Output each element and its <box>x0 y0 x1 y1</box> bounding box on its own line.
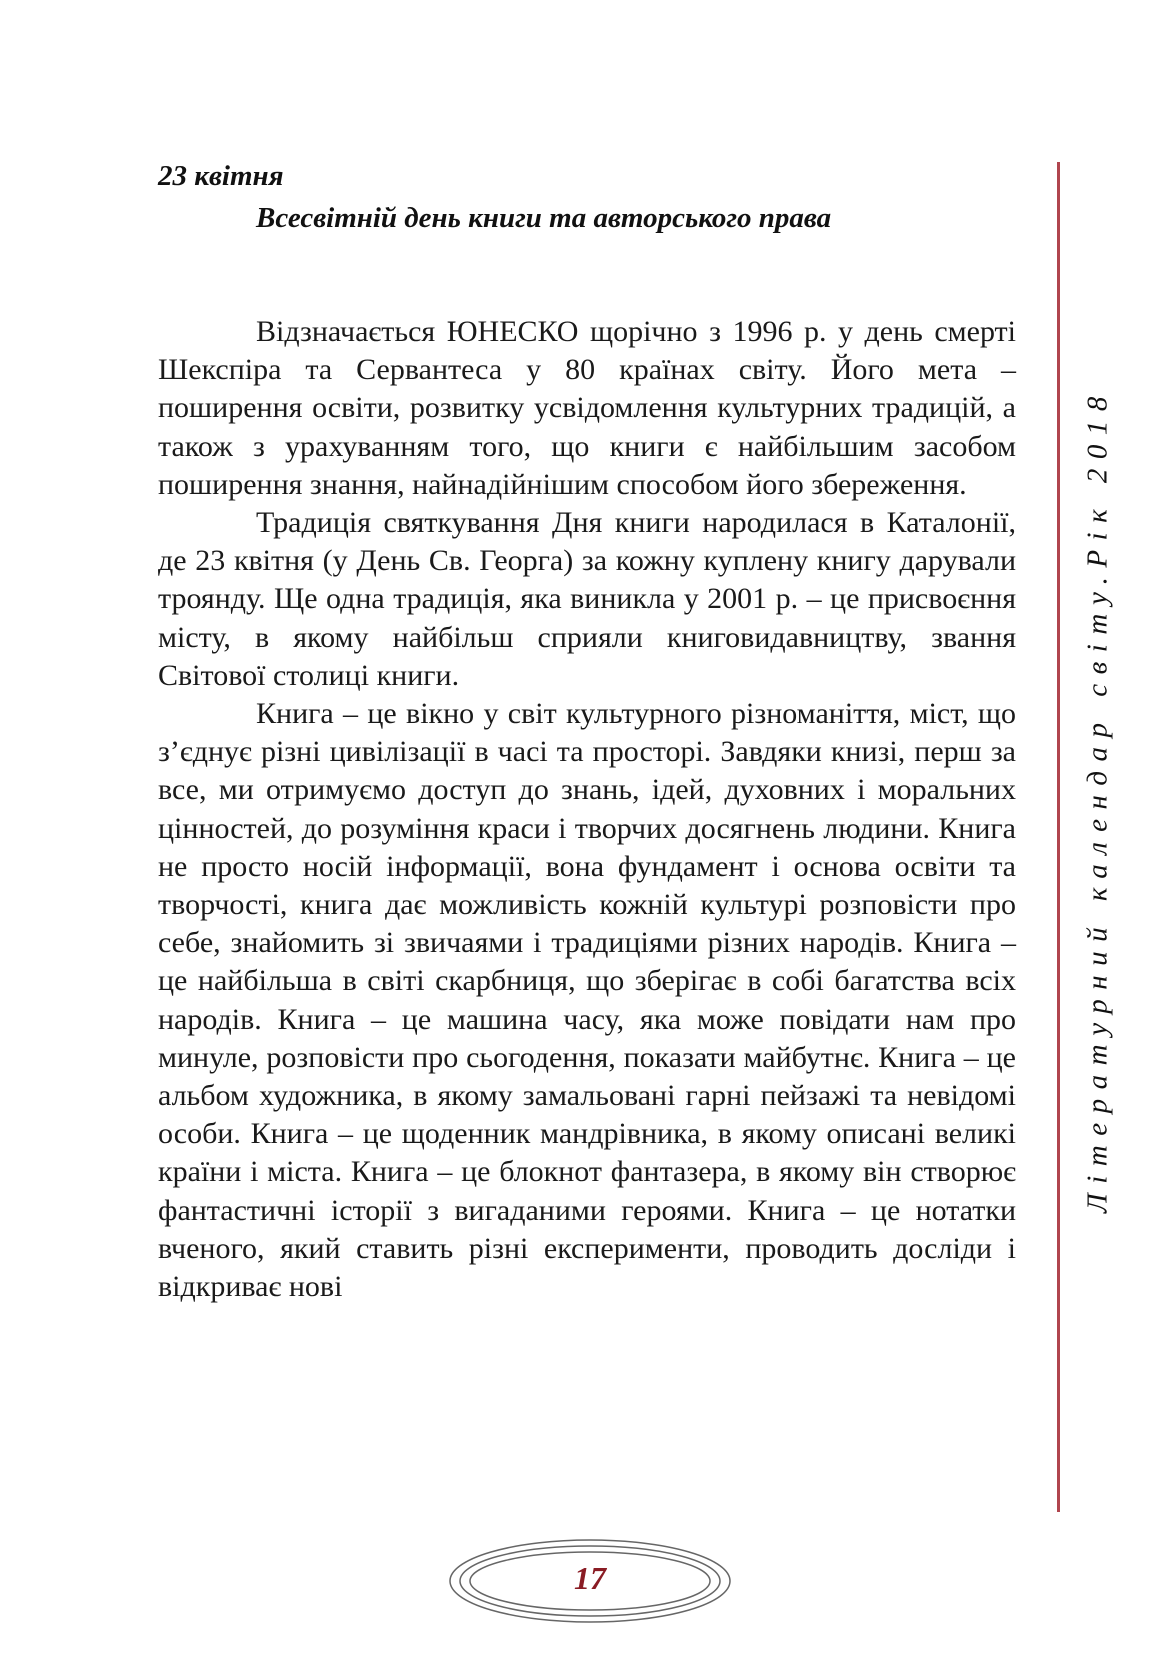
event-title: Всесвітній день книги та авторського права <box>256 202 832 234</box>
page-number: 17 <box>574 1560 606 1596</box>
running-title: Літературний календар світу.Рік 2018 <box>1081 387 1114 1213</box>
paragraph-1: Відзначається ЮНЕСКО щорічно з 1996 р. у день смерті Шекспіра та Сервантеса у 80 країнах світу. Його мета – поширення освіти, розвитку усвідомлення культурних традицій, а також з урахуванням того, що книги є найбільшим засобом поширення знання, найнадійнішим способом його збереження. <box>158 315 1016 501</box>
paragraph-2: Традиція святкування Дня книги народилася в Каталонії, де 23 квітня (у День Св. Георга) за кожну куплену книгу дарували троянду. Ще одна традиція, яка виникла у 2001 р. – це присвоєння місту, в якому найбільш сприяли книговидавництву, звання Світової столиці книги. <box>158 506 1016 692</box>
paragraph-3: Книга – це вікно у світ культурного різноманіття, міст, що з’єднує різні цивілізації в часі та просторі. Завдяки книзі, перш за все, ми отримуємо доступ до знань, ідей, духовних і моральних цінностей, до розуміння краси і творчих досягнень людини. Книга не просто носій інформації, вона фундамент і основа освіти та творчості, книга дає можливість кожній культурі розповісти про себе, знайомить зі звичаями і традиціями різних народів. Книга – це найбільша в світі скарбниця, що зберігає в собі багатства всіх народів. Книга – це машина часу, яка може повідати нам про минуле, розповісти про сьогодення, показати майбутнє. Книга – це альбом художника, в якому замальовані гарні пейзажі та невідомі особи. Книга – це щоденник мандрівника, в якому описані великі країни і міста. Книга – це блокнот фантазера, в якому він створює фантастичні історії з вигаданими героями. Книга – це нотатки вченого, який ставить різні експерименти, проводить досліди і відкриває нові <box>158 697 1016 1304</box>
event-date: 23 квітня <box>158 160 284 192</box>
article-body <box>158 313 1016 1306</box>
sidebar-divider-line <box>1057 162 1060 1512</box>
